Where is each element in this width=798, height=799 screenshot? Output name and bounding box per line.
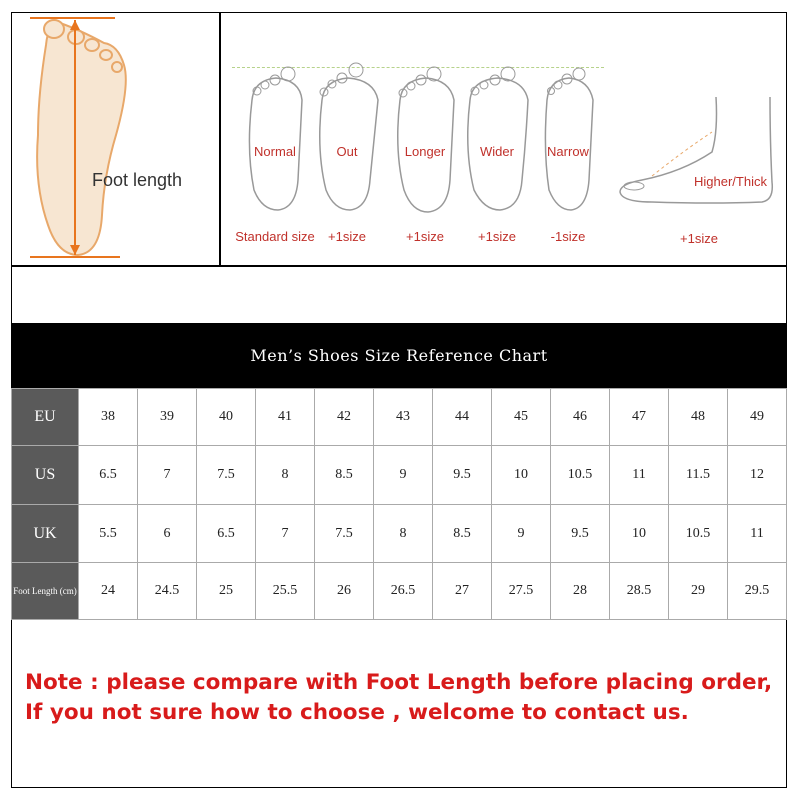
foot-type-name: Narrow xyxy=(547,144,589,159)
foot-type-size: +1size xyxy=(478,229,516,244)
foot-type-normal xyxy=(235,60,315,260)
table-cell: 28 xyxy=(551,563,610,620)
table-cell: 26.5 xyxy=(374,563,433,620)
foot-type-name: Wider xyxy=(480,144,514,159)
table-cell: 41 xyxy=(256,389,315,446)
table-cell: 9 xyxy=(374,446,433,505)
foot-type-name: Longer xyxy=(404,144,446,159)
table-cell: 6.5 xyxy=(79,446,138,505)
note-line-1: Note : please compare with Foot Length before placing order, xyxy=(25,670,773,695)
table-cell: 7 xyxy=(138,446,197,505)
table-cell: 24 xyxy=(79,563,138,620)
order-note xyxy=(25,668,772,728)
table-cell: 7.5 xyxy=(315,505,374,563)
table-cell: 39 xyxy=(138,389,197,446)
table-cell: 10 xyxy=(610,505,669,563)
foot-type-out xyxy=(312,60,382,260)
table-cell: 46 xyxy=(551,389,610,446)
table-cell: 29.5 xyxy=(728,563,787,620)
table-cell: 9.5 xyxy=(433,446,492,505)
table-cell: 7 xyxy=(256,505,315,563)
section-divider xyxy=(11,265,787,267)
table-cell: 25 xyxy=(197,563,256,620)
table-cell: 26 xyxy=(315,563,374,620)
table-cell: 27.5 xyxy=(492,563,551,620)
table-cell: 8.5 xyxy=(433,505,492,563)
foot-type-size: Standard size xyxy=(235,229,315,244)
table-cell: 8 xyxy=(256,446,315,505)
table-cell: 45 xyxy=(492,389,551,446)
table-cell: 25.5 xyxy=(256,563,315,620)
table-cell: 42 xyxy=(315,389,374,446)
foot-outline-icon xyxy=(390,60,460,220)
table-cell: 12 xyxy=(728,446,787,505)
high-foot-name: Higher/Thick xyxy=(694,174,767,189)
table-cell: 24.5 xyxy=(138,563,197,620)
table-cell: 9.5 xyxy=(551,505,610,563)
note-line-2: If you not sure how to choose , welcome to contact us. xyxy=(25,700,689,725)
table-cell: 28.5 xyxy=(610,563,669,620)
table-cell: 43 xyxy=(374,389,433,446)
table-cell: 29 xyxy=(669,563,728,620)
foot-length-label: Foot length xyxy=(92,170,183,190)
row-header: EU xyxy=(12,389,79,446)
table-cell: 38 xyxy=(79,389,138,446)
row-header: Foot Length (cm) xyxy=(12,563,79,620)
table-cell: 5.5 xyxy=(79,505,138,563)
foot-type-longer xyxy=(390,60,460,260)
foot-type-narrow xyxy=(533,60,603,260)
row-header: UK xyxy=(12,505,79,563)
table-cell: 10 xyxy=(492,446,551,505)
foot-outline-icon xyxy=(533,60,603,220)
foot-type-wider xyxy=(462,60,532,260)
table-cell: 6 xyxy=(138,505,197,563)
table-row-us xyxy=(12,446,787,505)
size-table xyxy=(11,388,787,620)
foot-length-diagram-icon xyxy=(20,15,135,260)
table-cell: 48 xyxy=(669,389,728,446)
foot-type-name: Out xyxy=(336,144,358,159)
table-cell: 11 xyxy=(728,505,787,563)
foot-outline-icon xyxy=(312,60,382,220)
table-cell: 11.5 xyxy=(669,446,728,505)
table-cell: 44 xyxy=(433,389,492,446)
foot-outline-icon xyxy=(240,60,310,220)
foot-type-name: Normal xyxy=(254,144,296,159)
table-row-uk xyxy=(12,505,787,563)
foot-type-size: +1size xyxy=(328,229,366,244)
table-cell: 49 xyxy=(728,389,787,446)
table-cell: 8 xyxy=(374,505,433,563)
foot-type-size: -1size xyxy=(550,229,586,244)
table-cell: 27 xyxy=(433,563,492,620)
table-row-foot-length xyxy=(12,563,787,620)
table-cell: 10.5 xyxy=(669,505,728,563)
foot-type-size: +1size xyxy=(406,229,444,244)
table-cell: 11 xyxy=(610,446,669,505)
table-cell: 47 xyxy=(610,389,669,446)
table-cell: 40 xyxy=(197,389,256,446)
high-foot-size: +1size xyxy=(680,231,718,246)
table-cell: 6.5 xyxy=(197,505,256,563)
row-header: US xyxy=(12,446,79,505)
table-row-eu xyxy=(12,389,787,446)
panel-divider xyxy=(219,12,221,266)
chart-title: Men’s Shoes Size Reference Chart xyxy=(11,323,787,388)
table-cell: 7.5 xyxy=(197,446,256,505)
table-cell: 8.5 xyxy=(315,446,374,505)
foot-outline-icon xyxy=(462,60,532,220)
table-cell: 10.5 xyxy=(551,446,610,505)
high-arch-foot-icon xyxy=(612,92,782,212)
table-cell: 9 xyxy=(492,505,551,563)
